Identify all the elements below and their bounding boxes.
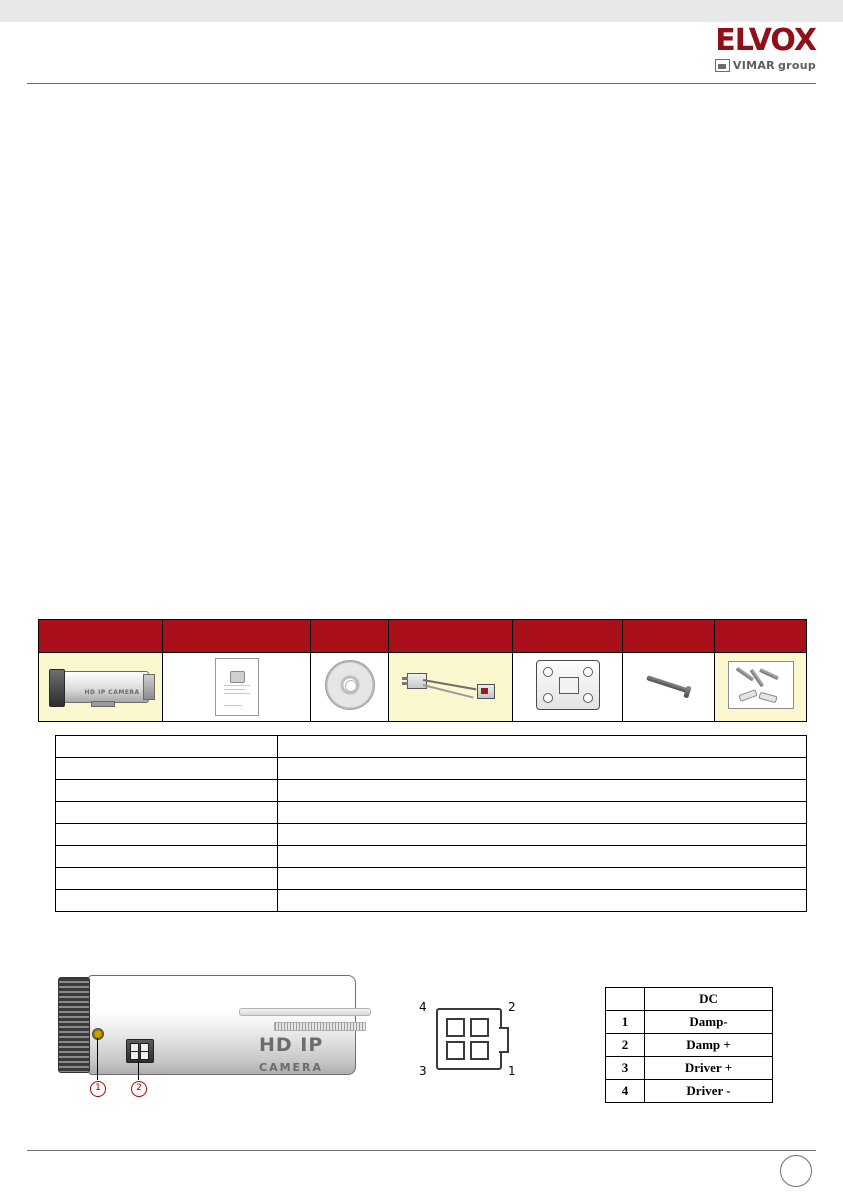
callout-marker-2: 2 [131,1081,147,1097]
pin-name: Damp + [645,1034,773,1057]
camera-brand-main: HD IP [259,1034,324,1056]
spec-value [278,890,807,912]
table-row [606,1057,773,1080]
pin-label-3: 3 [419,1064,427,1078]
brand-sub-lockup [694,59,816,72]
pin-header-index [606,988,645,1011]
brand-sub-group: group [777,59,816,72]
table-row [56,890,807,912]
ip-camera-icon: HD IP CAMERA [47,667,155,707]
table-row [56,758,807,780]
parts-cell-allen-key [623,653,715,722]
pin-name: Driver - [645,1080,773,1103]
brand-name: ELVOX [715,23,816,58]
mounting-bracket-icon [536,660,600,710]
parts-cell-screws [715,653,807,722]
power-connector-icon [126,1039,154,1063]
table-row [56,780,807,802]
parts-header-cell-6 [623,620,715,653]
pin-4 [446,1018,465,1037]
spec-value [278,824,807,846]
page-number [780,1155,810,1185]
adjust-screw-icon [92,1028,104,1040]
callout-leader-1 [97,1038,98,1080]
pin-index: 1 [606,1011,645,1034]
manual-document-icon [215,658,259,716]
spec-value [278,802,807,824]
table-row [56,736,807,758]
parts-header-cell-1 [39,620,163,653]
parts-cell-cd [311,653,389,722]
parts-table-image-row [39,653,807,722]
top-grey-band [0,0,843,22]
spec-key [56,736,278,758]
table-row [56,846,807,868]
callout-leader-2 [138,1061,139,1080]
parts-cell-camera [39,653,163,722]
table-row [56,824,807,846]
table-row [606,1034,773,1057]
parts-header-cell-4 [389,620,513,653]
camera-brand-secondary: CAMERA [259,1061,324,1074]
spec-value [278,758,807,780]
parts-header-cell-2 [163,620,311,653]
camera-front-bezel [58,977,90,1073]
pin-label-4: 4 [419,1000,427,1014]
pin-1 [470,1041,489,1060]
connector-outline [436,1008,502,1070]
vimar-box-icon [715,59,730,72]
pin-3 [446,1041,465,1060]
power-cable-icon [403,665,499,705]
pin-label-1: 1 [508,1064,516,1078]
supplied-parts-table [38,619,807,722]
spec-key [56,802,278,824]
allen-key-icon [641,665,697,705]
cd-disc-icon [325,660,375,710]
specification-table [55,735,807,912]
pin-index: 2 [606,1034,645,1057]
pin-name: Damp- [645,1011,773,1034]
camera-vent-grille [274,1022,366,1031]
footer-divider [27,1150,816,1151]
parts-header-cell-7 [715,620,807,653]
parts-header-cell-3 [311,620,389,653]
table-row [56,868,807,890]
spec-key [56,890,278,912]
pin-assignment-table [605,987,773,1103]
pin-2 [470,1018,489,1037]
pin-label-2: 2 [508,1000,516,1014]
parts-cell-cable [389,653,513,722]
spec-key [56,846,278,868]
brand-logo [694,23,816,72]
pin-table-header-row [606,988,773,1011]
parts-header-cell-5 [513,620,623,653]
pin-header-name: DC [645,988,773,1011]
spec-value [278,780,807,802]
pin-index: 3 [606,1057,645,1080]
table-row [606,1080,773,1103]
pin-name: Driver + [645,1057,773,1080]
spec-key [56,758,278,780]
spec-value [278,736,807,758]
spec-key [56,824,278,846]
screws-bag-icon [728,661,794,709]
parts-table-header-row [39,620,807,653]
table-row [56,802,807,824]
table-row [606,1011,773,1034]
spec-value [278,868,807,890]
header-divider [27,83,816,84]
spec-value [278,846,807,868]
camera-highlight-strip [239,1008,371,1016]
pin-index: 4 [606,1080,645,1103]
spec-key [56,868,278,890]
connector-pinout-figure [410,990,530,1090]
brand-sub-name: VIMAR [732,59,775,72]
parts-cell-bracket [513,653,623,722]
camera-side-view-figure [58,975,354,1093]
parts-cell-manual [163,653,311,722]
spec-key [56,780,278,802]
camera-brand-text [259,1034,355,1078]
callout-marker-1: 1 [90,1081,106,1097]
